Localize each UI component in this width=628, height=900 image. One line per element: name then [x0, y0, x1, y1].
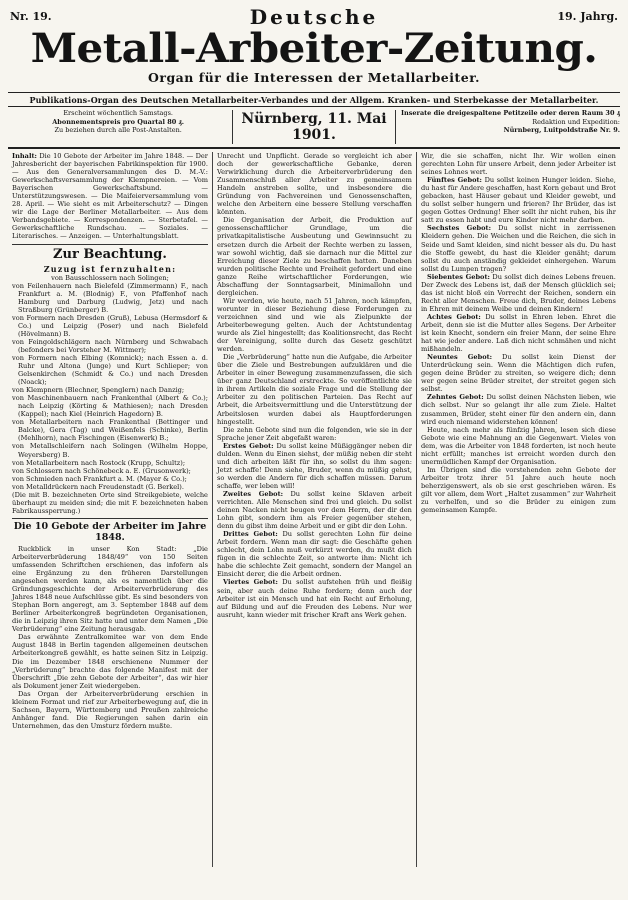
info-row	[8, 107, 620, 149]
contents-label: Inhalt:	[12, 152, 37, 160]
boycott-item: von Formern nach Elbing (Komnick); nach Essen a. d. Ruhr und Altona (Junge) und Kurt Schlieper; von Gelsenkirchen (Schmidt & Co.) und nach Dresden (Noack);	[12, 353, 208, 387]
boycott-subtitle: von Bausschlossern nach Solingen;	[51, 273, 169, 282]
subscription-price: Abonnementspreis pro Quartal 80 ₰.	[52, 117, 185, 126]
boycott-item: von Klempnern (Blechner, Spenglern) nach Danzig;	[12, 386, 185, 395]
commandment-4	[217, 578, 412, 618]
newspaper-title: Metall-Arbeiter-Zeitung.	[30, 25, 598, 72]
commandment-label: Achtes Gebot:	[426, 312, 481, 321]
frequency: Erscheint wöchentlich Samstags.	[63, 109, 173, 117]
boycott-item: von Metallarbeitern nach Frankenthal (Bettinger und Balcke), Gera (Tag) und Weißenfels (Schinke), Berlin (Mehlhorn), nach Fischingen (Eisenwerk) B.;	[12, 418, 208, 443]
column-2	[212, 152, 416, 867]
commandment-1	[217, 442, 412, 490]
boycott-item: von Formern nach Dresden (Gruß), Lebusa (Hermsdorf & Co.) und Leipzig (Poser) und nach Bielefeld (Hövelmann) B.	[12, 313, 208, 338]
distribution: Zu beziehen durch alle Post-Anstalten.	[54, 126, 182, 135]
commandment-text: Du sollst keine Sklaven arbeit verrichten. Alle Menschen sind frei und gleich. Du sollst deinen Nacken nicht beugen vor dem Herrn, der dir den Lohn gibt, sondern ihm als Freier gegenüber stehen, denn du gibst ihm deine Arbeit und er gibt dir den Lohn.	[216, 489, 412, 531]
boycott-item: von Feilenhauern nach Bielefeld (Zimmermann) F., nach Frankfurt a. M. (Blodnig) F., von Pfaffenhof nach Hamburg und Darburg (Ludwig, Jetz) und nach Straßburg (Grünberger) B.	[12, 281, 208, 314]
notice-title: Zur Beachtung.	[53, 246, 167, 262]
advert-price: Inserate die dreigespaltene Petitzeile oder deren Raum 30 ₰	[400, 109, 620, 117]
commandment-2	[217, 490, 412, 530]
commandment-text: Du sollst keinen Hunger leiden. Siehe, du hast für Andere geschaffen, hast Korn gebaut und Brot gebacken, hast Häuser gebaut und Kleider gewebt, und du sollst selber hungern und frieren? Ihr Brüder, das ist gegen Gottes Ordnung! Eher sollt ihr nicht ruhen, bis ihr satt zu essen habt und eure Kinder nicht mehr darben.	[420, 176, 616, 225]
commandment-label: Viertes Gebot:	[222, 578, 278, 587]
commandment-label: Sechstes Gebot:	[426, 224, 491, 233]
article-paragraph: Im Übrigen sind die vorstehenden zehn Gebote der Arbeiter trotz ihrer 51 Jahre auch heute noch beherzigenswert, als ob sie erst geschrieben wären. Es gilt vor allem, dem Wort „Haltet zusammen“ zur Wahrheit zu verhelfen, und so die Brüder zu einigen zum gemeinsamen Kampfe.	[420, 465, 616, 515]
commandment-text: Du sollst aufstehen früh und fleißig sein, aber auch deine Ruhe fordern; denn auch der Arbeiter ist ein Mensch und hat ein Recht auf Erholung, auf Bildung und auf die Freuden des Lebens. Nur wer ausruht, kann wieder mit frischer Kraft ans Werk gehen.	[216, 578, 412, 619]
boycott-item: von Metallschleifern nach Solingen (Wilhelm Hoppe, Weyersberg) B.	[12, 442, 208, 459]
commandment-label: Zweites Gebot:	[222, 489, 284, 498]
commandment-label: Fünftes Gebot:	[426, 176, 482, 185]
divider	[12, 244, 208, 245]
boycott-item: von Maschinenbauern nach Frankenthal (Albert & Co.); nach Leipzig (Körting & Mathiesen); nach Dresden (Kappel); nach Kiel (Heinrich Hagedorn) B.	[12, 394, 208, 419]
article-paragraph: Die Organisation der Arbeit, die Produktion auf genossenschaftlicher Grundlage, um die privatkapitalistische Ausbeutung und Gewinnsucht zu ersetzen durch die Arbeit der Rechte werben zu lassen, war sowohl wichtig, daß sie darnach nur die Mittel zur Erreichung dieser Ziele zu beschaffen hatten. Daneben wurden politische Rechte und Freiheit gefordert und eine ganze Reihe wirtschaftlicher Forderungen, wie Abschaffung der Sonntagsarbeit, Minimallohn und dergleichen.	[216, 216, 412, 297]
masthead-kicker: Deutsche	[249, 5, 379, 29]
commandment-text: Du sollst keine Müßiggänger neben dir dulden. Wenn du Einen siehst, der müßig neben dir steht und dich arbeiten läßt für ihn, so sollst du ihm sagen: Jetzt schaffe! Denn siehe, Bruder, wenn du müßig gehst, so werden die Andern für dich schaffen müssen. Darum schaffe, wer leben will!	[216, 441, 412, 490]
volume-year: 19. Jahrg.	[557, 10, 618, 23]
commandment-label: Drittes Gebot:	[222, 530, 278, 539]
contents	[12, 152, 208, 241]
contents-text: Die 10 Gebote der Arbeiter im Jahre 1848. — Der Jahresbericht der bayerischen Fabrikinspektion für 1900. — Aus den Generalversammlungen des D. M.-V.: Gewerkschaftsversammlung der Klempnereien. — Vom Bayerischen Gewerkschaftsbund. — Unterstützungswesen. — Die Maifeierversammlung vom 28. April. — Wie sieht es mit Arbeiterschutz? — Dingen wir die Lage der Berliner Metallarbeiter. — Aus dem Verbandsgebiete. — Korrespondenzen. — Sterbetafel. — Gewerkschaftliche Rundschau. — Soziales. — Literarisches. — Anzeigen. — Unterhaltungsblatt.	[12, 152, 208, 241]
advert-info	[400, 107, 620, 147]
commandment-10	[421, 393, 616, 425]
boycott-item: von Metalldrückern nach Freudenstadt (G. Berkel).	[12, 482, 184, 491]
commandment-6	[421, 224, 616, 272]
masthead	[8, 6, 620, 92]
boycott-list	[12, 282, 208, 491]
commandment-5	[421, 176, 616, 224]
article-title: Die 10 Gebote der Arbeiter im Jahre 1848.	[13, 520, 207, 543]
boycott-item: von Schlossern nach Schönebeck a. E. (Grusonwerk);	[12, 466, 191, 475]
article-columns	[8, 152, 620, 867]
article-paragraph: Das erwähnte Zentralkomitee war von dem Ende August 1848 in Berlin tagenden allgemeinen deutschen Arbeiterkongreß gewählt, es hatte seinen Sitz in Leipzig. Die im Dezember 1848 erschienene Nummer der „Verbrüderung“ brachte das folgende Manifest mit der Überschrift „Die zehn Gebote der Arbeiter“, das wir hier als Dokument jener Zeit wiedergeben.	[12, 633, 208, 690]
article-paragraph: Unrecht und Unpflicht. Gerade so vergleicht ich aber doch der gewerkschaftliche Gebanke, deren Verwirklichung durch die Arbeiterverbrüderung den Zusammenschluß aller Arbeiter zu gemeinsamem Handeln anstreben sollte, und insbesondere die Gründung von Fachvereinen und Genossenschaften, welche den Arbeitern eine bessere Stellung verschaffen könnten.	[216, 152, 412, 217]
commandment-3	[217, 530, 412, 578]
dateline: Nürnberg, 11. Mai 1901.	[232, 110, 395, 144]
issue-number: Nr. 19.	[10, 10, 52, 23]
column-3	[416, 152, 620, 867]
boycott-item: von Metallarbeitern nach Rostock (Krupp, Schultz);	[12, 458, 186, 467]
commandment-7	[421, 273, 616, 313]
editorial-label: Redaktion und Expedition:	[532, 117, 620, 126]
boycott-title: Zuzug ist fernzuhalten:	[43, 263, 177, 274]
commandment-text: Du sollst dich deines Lebens freuen. Der Zweck des Lebens ist, daß der Mensch glücklich sei; das ist nicht bloß ein Vorrecht der Reichen, sondern ein Recht aller Menschen. Freue dich, Bruder, deines Lebens in Ehren mit deinem Weibe und deinen Kindern!	[420, 272, 616, 313]
divider	[12, 518, 208, 519]
commandment-label: Neuntes Gebot:	[426, 353, 493, 362]
commandment-label: Erstes Gebot:	[222, 441, 274, 450]
article-paragraph: Wir, die sie schaffen, nicht Ihr. Wir wollen einen gerechten Lohn für unsere Arbeit, denn jeder Arbeiter ist seines Lohnes wert.	[420, 152, 616, 177]
boycott-item: von Schmieden nach Frankfurt a. M. (Mayer & Co.);	[12, 474, 187, 483]
commandment-label: Zehntes Gebot:	[426, 393, 484, 402]
article-paragraph: Wir werden, wie heute, nach 51 Jahren, noch kämpfen, worunter in dieser Beziehung diese Forderungen zu verzeichnen sind und wie als Zielpunkte der Arbeiterbewegung gelten. Auch der Achtstundentag wurde als Ziel hingestellt; das Koalitionsrecht, das Recht der Vereinigung, sollte durch das Gesetz geschützt werden.	[216, 296, 412, 354]
commandment-8	[421, 313, 616, 353]
editorial-address: Nürnberg, Luitpoldstraße Nr. 9.	[503, 126, 620, 135]
boycott-note: (Die mit B. bezeichneten Orte sind Streikgebiete, welche überhaupt zu meiden sind; die mit F. bezeichneten haben Fabrikaussperrung.)	[12, 490, 208, 515]
boycott-item: von Feingoldschlägern nach Nürnberg und Schwabach (befonders bei Vorsteher M. Wittmer);	[12, 337, 208, 354]
article-paragraph: Heute, nach mehr als fünfzig Jahren, lesen sich diese Gebote wie eine Mahnung an die Gegenwart. Vieles von dem, was die Arbeiter von 1848 forderten, ist noch heute nicht erfüllt; manches ist erreicht worden durch den unermüdlichen Kampf der Organisation.	[420, 425, 616, 466]
commandment-text: Du sollst deinen Nächsten lieben, wie dich selbst. Nur so gelangt ihr alle zum Ziele. Haltet zusammen, Brüder, steht einer für den andern ein, dann wird euch niemand widerstehen können!	[420, 393, 616, 426]
article-paragraph: Das Organ der Arbeiterverbrüderung erschien in kleinem Format und rief zur Arbeiterbewegung auf, die in Sachsen, Bayern, Württemberg und Preußen zahlreiche Anhänger fand. Die Regierungen sahen darin ein Unternehmen, das den Umsturz fördern mußte.	[12, 689, 208, 730]
publication-organ-line: Publikations-Organ des Deutschen Metallarbeiter-Verbandes und der Allgem. Kranken- und Sterbekasse der Metallarbeiter.	[8, 92, 620, 107]
newspaper-subtitle: Organ für die Interessen der Metallarbeiter.	[147, 70, 481, 85]
article-paragraph: Die „Verbrüderung“ hatte nun die Aufgabe, die Arbeiter über die Ziele und Bestrebungen aufzuklären und die Arbeiter in einer Bewegung zusammenzufassen, die sich über ganz Deutschland erstreckte. So veröffentlichte sie in ihrem Artikeln die soziale Frage und die Stellung der Arbeiter zu den politischen Parteien. Das Recht auf Arbeit, die Arbeitsvermittlung und die Unterstützung der Arbeitslosen wurden dabei als Hauptforderungen hingestellt.	[216, 353, 412, 426]
commandment-9	[421, 353, 616, 393]
commandment-text: Du sollst kein Dienst der Unterdrückung sein. Wenn die Mächtigen dich rufen, gegen deine Brüder zu streiten, so weigere dich; denn wer gegen seine Brüder streitet, der streitet gegen sich selbst.	[420, 353, 616, 394]
article-paragraph: Die zehn Gebote sind nun die folgenden, wie sie in der Sprache jener Zeit abgefaßt waren:	[216, 425, 412, 442]
commandment-text: Du sollst nicht in zerrissenen Kleidern gehen. Die Weichen und die Reichen, die sich in Seide und Samt kleiden, sind nicht besser als du. Du hast die Stoffe gewebt, du hast die Kleider genäht; darum sollst du auch anständig gekleidet einhergehen. Warum sollst du Lumpen tragen?	[420, 224, 616, 273]
commandment-text: Du sollst in Ehren leben. Ehret die Arbeit, denn sie ist die Mutter alles Segens. Der Arbeiter ist kein Knecht, sondern ein freier Mann, der seine Ehre hat wie jeder andere. Laß dich nicht schmähen und nicht mißhandeln.	[420, 312, 616, 354]
commandment-text: Du sollst gerechten Lohn für deine Arbeit fordern. Wenn man dir sagt: die Geschäfte gehen schlecht, dein Lohn muß verkürzt werden, du mußt dich fügen in die schlechte Zeit, so antworte ihm: Nicht ich habe die schlechte Zeit gemacht, sondern der Mangel an Einsicht derer, die die Arbeit ordnen.	[216, 530, 412, 579]
subscription-info	[8, 107, 228, 147]
column-1	[8, 152, 212, 867]
commandment-label: Siebentes Gebot:	[426, 272, 490, 281]
article-paragraph: Ruckblick in unser Kon Stadt: „Die Arbeiterverbrüderung 1848/49“ von 150 Seiten umfassenden Schriftchen erschienen, das infofern als eine Ergänzung zu den früheren Darstellungen angesehen werden kann, als es namentlich über die Gründungsgeschichte der Arbeiterverbrüderung des Jahres 1848 neue Aufschlüsse gibt. Es sind besonders von Stephan Born angeregt, am 3. September 1848 auf dem Berliner Arbeiterkongreß begründeten Organisationen, die in Leipzig ihren Sitz hatte und unter dem Namen „Die Verbrüderung“ eine Zeitung herausgab.	[12, 544, 208, 634]
